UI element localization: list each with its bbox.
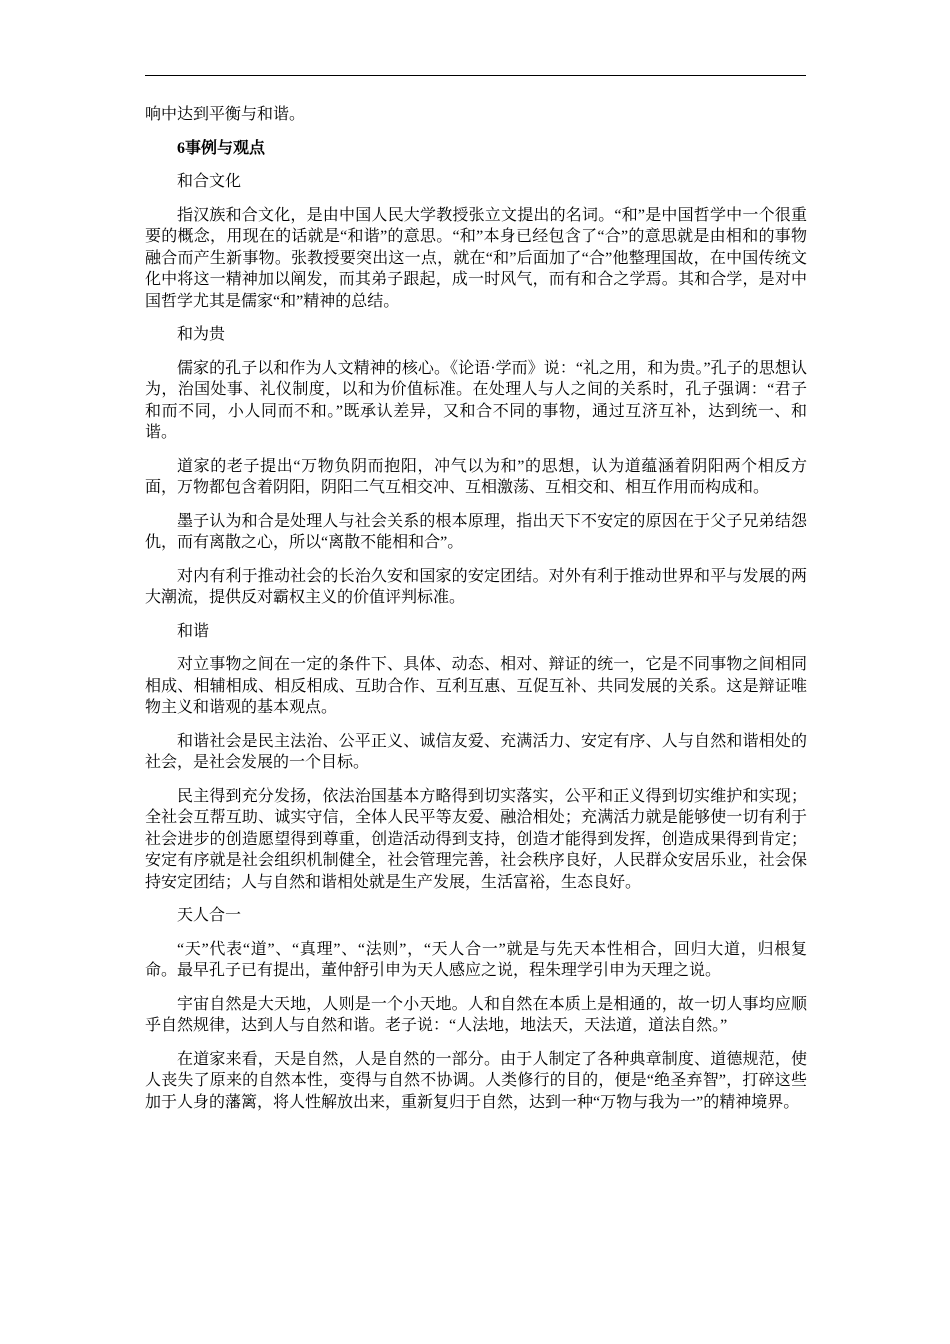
header-rule — [145, 75, 806, 76]
paragraph-domestic-and-foreign-value: 对内有利于推动社会的长治久安和国家的安定团结。对外有利于推动世界和平与发展的两大潮流，提供反对霸权主义的价值评判标准。 — [145, 567, 807, 606]
paragraph-harmonious-society-detail: 民主得到充分发扬，依法治国基本方略得到切实落实，公平和正义得到切实维护和实现；全社会互帮互助、诚实守信，全体人民平等友爱、融洽相处；充满活力就是能够使一切有利于社会进步的创造愿望得到尊重，创造活动得到支持，创造才能得到发挥，创造成果得到肯定；安定有序就是社会组织机制健全，社会管理完善，社会秩序良好，人民群众安居乐业，社会保持安定团结；人与自然和谐相处就是生产发展，生活富裕，生态良好。 — [145, 787, 807, 891]
subheading-harmony-is-precious: 和为贵 — [177, 326, 226, 343]
paragraph-mozi-view: 墨子认为和合是处理人与社会关系的根本原理，指出天下不安定的原因在于父子兄弟结怨仇，而有离散之心，所以“离散不能相和合”。 — [145, 512, 807, 551]
paragraph-heaven-definition: “天”代表“道”、“真理”、“法则”，“天人合一”就是与先天本性相合，回归大道，归根复命。最早孔子已有提出，董仲舒引申为天人感应之说，程朱理学引申为天理之说。 — [145, 940, 807, 979]
document-content — [145, 104, 807, 1125]
paragraph-daoist-view: 道家的老子提出“万物负阴而抱阳，冲气以为和”的思想，认为道蕴涵着阴阳两个相反方面，万物都包含着阴阳，阴阳二气互相交冲、互相激荡、互相交和、相互作用而构成和。 — [145, 457, 807, 496]
paragraph-hehe-culture-body: 指汉族和合文化，是由中国人民大学教授张立文提出的名词。“和”是中国哲学中一个很重要的概念，用现在的话就是“和谐”的意思。“和”本身已经包含了“合”的意思就是由相和的事物融合而产生新事物。张教授要突出这一点，就在“和”后面加了“合”他整理国故，在中国传统文化中将这一精神加以阐发，而其弟子跟起，成一时风气，而有和合之学焉。其和合学，是对中国哲学尤其是儒家“和”精神的总结。 — [145, 206, 807, 310]
paragraph-daoist-nature: 在道家来看，天是自然，人是自然的一部分。由于人制定了各种典章制度、道德规范，使人丧失了原来的自然本性，变得与自然不协调。人类修行的目的，便是“绝圣弃智”，打碎这些加于人身的藩篱，将人性解放出来，重新复归于自然，达到一种“万物与我为一”的精神境界。 — [145, 1050, 807, 1111]
paragraph-confucian-view: 儒家的孔子以和作为人文精神的核心。《论语·学而》说：“礼之用，和为贵。”孔子的思想认为，治国处事、礼仪制度，以和为价值标准。在处理人与人之间的关系时，孔子强调：“君子和而不同，小人同而不和。”既承认差异，又和合不同的事物，通过互济互补，达到统一、和谐。 — [145, 359, 807, 441]
subheading-unity-of-heaven-and-man: 天人合一 — [177, 907, 242, 924]
paragraph-universe-and-man: 宇宙自然是大天地，人则是一个小天地。人和自然在本质上是相通的，故一切人事均应顺乎自然规律，达到人与自然和谐。老子说：“人法地，地法天，天法道，道法自然。” — [145, 995, 807, 1034]
paragraph-continuation: 响中达到平衡与和谐。 — [145, 106, 306, 123]
paragraph-harmonious-society: 和谐社会是民主法治、公平正义、诚信友爱、充满活力、安定有序、人与自然和谐相处的社会，是社会发展的一个目标。 — [145, 732, 807, 771]
subheading-harmony: 和谐 — [177, 622, 210, 640]
paragraph-dialectical-harmony: 对立事物之间在一定的条件下、具体、动态、相对、辩证的统一，它是不同事物之间相同相成、相辅相成、相反相成、互助合作、互利互惠、互促互补、共同发展的关系。这是辩证唯物主义和谐观的基本观点。 — [145, 656, 807, 716]
subheading-hehe-culture: 和合文化 — [177, 173, 242, 190]
section-heading-examples-and-views: 6事例与观点 — [177, 139, 266, 157]
